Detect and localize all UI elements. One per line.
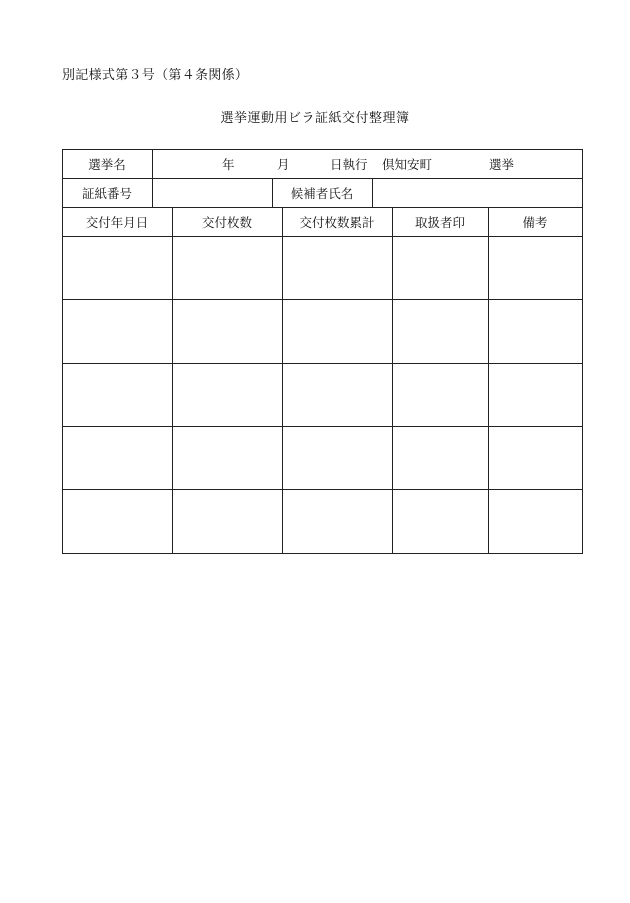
candidate-name-label: 候補者氏名 <box>290 186 354 201</box>
form-label: 別記様式第３号（第４条関係） <box>62 68 249 83</box>
candidate-name-field[interactable] <box>373 179 582 207</box>
day-execution: 日執行 <box>330 157 368 172</box>
column-header-handler-seal: 取扱者印 <box>414 215 465 230</box>
document-title: 選挙運動用ビラ証紙交付整理簿 <box>220 111 410 126</box>
election-name-label: 選挙名 <box>88 157 126 172</box>
table-row <box>63 427 582 489</box>
column-header-issue-date: 交付年月日 <box>85 215 149 230</box>
table-border-bottom <box>62 553 583 554</box>
year-unit: 年 <box>222 157 235 172</box>
table-row <box>63 237 582 299</box>
stamp-number-label: 証紙番号 <box>81 186 132 201</box>
table-row <box>63 364 582 426</box>
table-row <box>63 300 582 363</box>
election-suffix: 選挙 <box>489 157 515 172</box>
stamp-number-field[interactable] <box>153 179 272 207</box>
column-header-issued-count: 交付枚数 <box>201 215 252 230</box>
column-header-cumulative-count: 交付枚数累計 <box>299 215 375 230</box>
column-header-remarks: 備考 <box>522 215 548 230</box>
table-row <box>63 490 582 553</box>
table-border-right <box>582 149 583 554</box>
town-name: 倶知安町 <box>382 157 433 172</box>
month-unit: 月 <box>277 157 290 172</box>
